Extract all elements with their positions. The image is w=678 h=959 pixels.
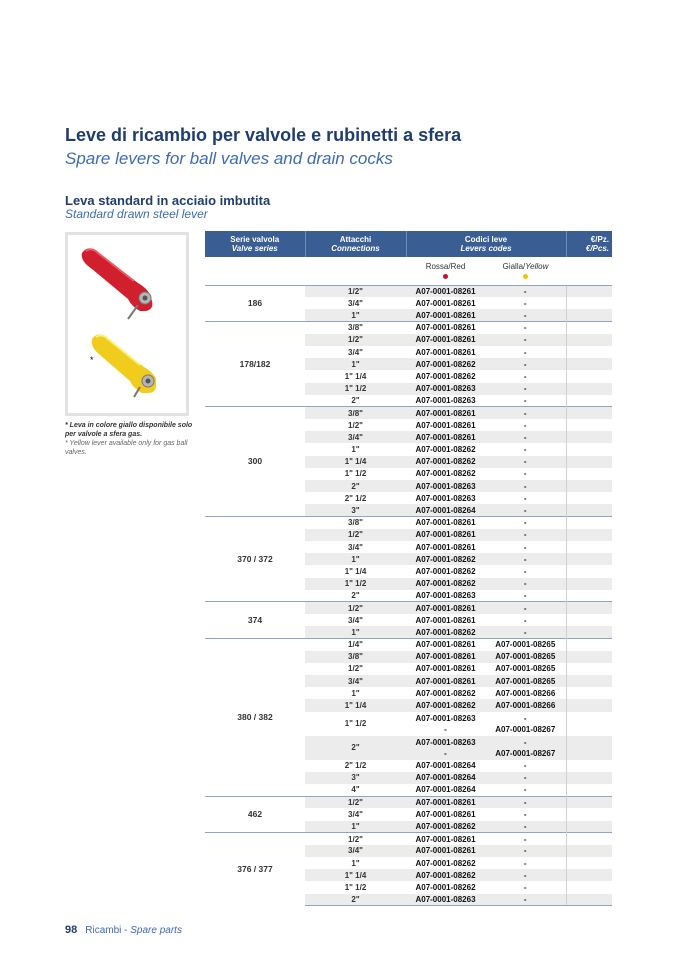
yellow-lever-code: -	[523, 347, 527, 357]
connection-size: 3/8"	[305, 517, 406, 529]
yellow-lever-code: -	[485, 529, 566, 541]
red-lever-code: A07-0001-08262	[406, 626, 485, 638]
connection-size: 1/2"	[348, 420, 363, 430]
price-cell	[566, 297, 612, 309]
red-lever-code: A07-0001-08261	[406, 322, 485, 334]
connection-size: 2"	[305, 894, 406, 906]
price-cell	[566, 736, 612, 760]
yellow-lever-code: -	[523, 591, 527, 601]
price-cell	[566, 529, 612, 541]
red-lever-code: A07-0001-08262	[415, 469, 476, 479]
price-cell	[566, 492, 612, 504]
connection-size: 3/8"	[305, 651, 406, 663]
red-lever-code: A07-0001-08261	[406, 675, 485, 687]
section-title: Leva standard in acciaio imbutita	[65, 193, 271, 208]
connection-size: 1/2"	[305, 796, 406, 808]
yellow-lever-code: -	[485, 431, 566, 443]
header-price: €/Pz. €/Pcs.	[566, 231, 612, 257]
yellow-lever-code: -	[523, 298, 527, 308]
red-lever-code: A07-0001-08261	[406, 796, 485, 808]
connection-size: 1"	[351, 858, 360, 868]
lever-photo	[65, 232, 189, 416]
red-lever-code: A07-0001-08263	[406, 480, 485, 492]
price-cell	[566, 663, 612, 675]
connection-size: 2" 1/2	[344, 493, 367, 503]
yellow-lever-code: -	[523, 445, 527, 455]
connection-size: 1" 1/4	[344, 566, 367, 576]
red-lever-code: A07-0001-08261	[406, 334, 485, 346]
yellow-lever-code: - A07-0001-08267	[495, 713, 556, 734]
connection-size: 1/2"	[305, 285, 406, 297]
yellow-lever-code: A07-0001-08265	[485, 638, 566, 650]
red-lever-code: A07-0001-08263	[415, 493, 476, 503]
yellow-lever-code: A07-0001-08265	[495, 664, 556, 674]
red-lever-code: A07-0001-08264	[406, 772, 485, 784]
price-cell	[566, 285, 612, 297]
red-lever-code: A07-0001-08262	[406, 821, 485, 833]
price-cell	[566, 309, 612, 321]
subheader-red: Rossa/Red	[406, 257, 485, 285]
red-lever-code: A07-0001-08261	[406, 517, 485, 529]
footer-english: Spare parts	[130, 925, 182, 936]
connection-size: 3/4"	[348, 298, 363, 308]
yellow-lever-code: -	[523, 420, 527, 430]
red-lever-code: A07-0001-08261	[406, 602, 485, 614]
price-cell	[566, 894, 612, 906]
price-cell	[566, 504, 612, 516]
yellow-lever-code: -	[485, 602, 566, 614]
connection-size: 1" 1/4	[305, 456, 406, 468]
note-english: * Yellow lever available only for gas ball valves.	[65, 440, 188, 456]
connection-size: 1"	[305, 358, 406, 370]
yellow-lever-code: -	[485, 358, 566, 370]
yellow-lever-code: -	[485, 480, 566, 492]
footer-separator: -	[121, 925, 131, 936]
table-row	[205, 322, 612, 334]
yellow-lever-code: A07-0001-08265	[485, 651, 566, 663]
red-lever-code: A07-0001-08261	[406, 407, 485, 419]
table-row	[205, 602, 612, 614]
table-row	[205, 285, 612, 297]
red-lever-code: A07-0001-08262	[406, 578, 485, 590]
connection-size: 1"	[305, 821, 406, 833]
yellow-lever-code: -	[485, 456, 566, 468]
red-lever-code: A07-0001-08262	[406, 358, 485, 370]
connection-size: 3/8"	[305, 322, 406, 334]
red-lever-code: A07-0001-08262	[406, 553, 485, 565]
price-cell	[566, 431, 612, 443]
connection-size: 2"	[305, 480, 406, 492]
red-lever-code: A07-0001-08261	[415, 809, 476, 819]
red-lever-code: A07-0001-08261	[415, 347, 476, 357]
red-lever-code: A07-0001-08263	[415, 396, 476, 406]
page-title: Leve di ricambio per valvole e rubinetti a sfera	[65, 125, 462, 145]
valve-series: 376 / 377	[205, 833, 305, 906]
connection-size: 1/2"	[305, 602, 406, 614]
connection-size: 3/4"	[348, 809, 363, 819]
price-cell	[566, 760, 612, 772]
connection-size: 1/2"	[305, 833, 406, 845]
yellow-lever-code: -	[485, 407, 566, 419]
yellow-dot-icon	[523, 274, 528, 279]
price-cell	[566, 456, 612, 468]
yellow-lever-code: -	[485, 322, 566, 334]
connection-size: 1"	[351, 445, 360, 455]
connection-size: 3/4"	[348, 615, 363, 625]
price-cell	[566, 578, 612, 590]
levers-image	[68, 235, 186, 413]
red-lever-code: A07-0001-08261	[406, 431, 485, 443]
price-cell	[566, 833, 612, 845]
red-lever-code: A07-0001-08262	[406, 699, 485, 711]
yellow-lever-code: -	[485, 383, 566, 395]
price-cell	[566, 358, 612, 370]
connection-size: 1" 1/2	[344, 469, 367, 479]
svg-text:*: *	[90, 355, 94, 365]
yellow-lever-code: -	[485, 504, 566, 516]
red-lever-code: A07-0001-08262	[415, 371, 476, 381]
price-cell	[566, 407, 612, 419]
price-cell	[566, 322, 612, 334]
red-lever-code: A07-0001-08263	[406, 894, 485, 906]
price-cell	[566, 675, 612, 687]
red-lever-code: A07-0001-08262	[415, 858, 476, 868]
yellow-lever-code: -	[523, 493, 527, 503]
price-cell	[566, 443, 612, 455]
yellow-lever-code: -	[523, 858, 527, 868]
table-row	[205, 638, 612, 650]
header-connections: Attacchi Connections	[305, 231, 406, 257]
price-cell	[566, 712, 612, 736]
yellow-lever-code: -	[485, 894, 566, 906]
connection-size: 1" 1/4	[305, 869, 406, 881]
red-lever-code: A07-0001-08262	[415, 566, 476, 576]
connection-size: 1/4"	[305, 638, 406, 650]
yellow-lever-code: -	[485, 833, 566, 845]
levers-table	[205, 231, 612, 906]
yellow-lever-code: -	[485, 578, 566, 590]
price-cell	[566, 796, 612, 808]
yellow-lever-code: -	[485, 845, 566, 857]
connection-size: 4"	[351, 785, 360, 795]
connection-size: 3/4"	[348, 542, 363, 552]
price-cell	[566, 346, 612, 358]
table-body	[205, 285, 612, 906]
yellow-lever-code: -	[523, 542, 527, 552]
connection-size: 3/8"	[305, 407, 406, 419]
connection-size: 3/4"	[348, 347, 363, 357]
valve-series: 374	[205, 602, 305, 639]
connection-size: 1/2"	[305, 529, 406, 541]
price-cell	[566, 784, 612, 796]
footer-italian: Ricambi	[85, 925, 122, 936]
connection-size: 1"	[351, 688, 360, 698]
note-italian: * Leva in colore giallo disponibile solo per valvole a sfera gas.	[65, 422, 193, 438]
connection-size: 2"	[351, 396, 360, 406]
page-number: 98	[65, 924, 78, 936]
yellow-lever-code: -	[485, 285, 566, 297]
price-cell	[566, 614, 612, 626]
price-cell	[566, 845, 612, 857]
yellow-lever-code: A07-0001-08266	[485, 699, 566, 711]
table-row	[205, 833, 612, 845]
valve-series: 186	[205, 285, 305, 322]
red-lever-code: A07-0001-08261	[406, 651, 485, 663]
yellow-lever-code: -	[523, 615, 527, 625]
connection-size: 1" 1/2	[305, 578, 406, 590]
valve-series: 380 / 382	[205, 638, 305, 796]
red-lever-code: A07-0001-08261	[406, 845, 485, 857]
price-cell	[566, 772, 612, 784]
price-cell	[566, 383, 612, 395]
yellow-lever-code: -	[523, 371, 527, 381]
connection-size: 1/2"	[305, 334, 406, 346]
connection-size: 1"	[305, 626, 406, 638]
connection-size: 1" 1/2	[344, 719, 367, 729]
connection-size: 1" 1/4	[305, 699, 406, 711]
red-lever-code: A07-0001-08264	[415, 761, 476, 771]
red-lever-code: A07-0001-08262	[415, 688, 476, 698]
table-header	[205, 231, 612, 257]
red-lever-code: A07-0001-08261	[415, 615, 476, 625]
red-lever-code: A07-0001-08261	[415, 298, 476, 308]
yellow-lever-code: -	[523, 761, 527, 771]
connection-size: 1"	[305, 309, 406, 321]
connection-size: 1/2"	[348, 664, 363, 674]
price-cell	[566, 602, 612, 614]
table-row	[205, 517, 612, 529]
yellow-lever-code: -	[485, 553, 566, 565]
price-cell	[566, 699, 612, 711]
header-serie: Serie valvola Valve series	[205, 231, 305, 257]
yellow-lever-code: -	[485, 772, 566, 784]
price-cell	[566, 590, 612, 602]
price-cell	[566, 334, 612, 346]
price-cell	[566, 651, 612, 663]
yellow-lever-note	[65, 421, 200, 457]
price-cell	[566, 370, 612, 382]
red-lever-code: A07-0001-08263 -	[415, 713, 476, 734]
connection-size: 2"	[305, 736, 406, 760]
price-cell	[566, 553, 612, 565]
connection-size: 3/4"	[305, 675, 406, 687]
red-lever-code: A07-0001-08262	[406, 869, 485, 881]
connection-size: 3"	[305, 504, 406, 516]
yellow-lever-code: -	[523, 396, 527, 406]
red-lever-code: A07-0001-08264	[406, 504, 485, 516]
red-lever-code: A07-0001-08261	[406, 833, 485, 845]
yellow-lever-code: -	[523, 883, 527, 893]
header-codes: Codici leve Levers codes	[406, 231, 566, 257]
red-lever-code: A07-0001-08264	[415, 785, 476, 795]
valve-series: 300	[205, 407, 305, 517]
red-lever-icon	[82, 248, 153, 319]
yellow-lever-code: -	[523, 566, 527, 576]
price-cell	[566, 881, 612, 893]
yellow-lever-code: -	[523, 809, 527, 819]
red-lever-code: A07-0001-08262	[406, 456, 485, 468]
subheader-yellow: Gialla/Yellow	[485, 257, 566, 285]
valve-series: 178/182	[205, 322, 305, 407]
yellow-lever-code: - A07-0001-08267	[485, 736, 566, 760]
price-cell	[566, 541, 612, 553]
price-cell	[566, 869, 612, 881]
yellow-lever-code: -	[485, 796, 566, 808]
yellow-lever-code: -	[485, 309, 566, 321]
price-cell	[566, 565, 612, 577]
connection-size: 3"	[305, 772, 406, 784]
price-cell	[566, 517, 612, 529]
connection-size: 1"	[305, 553, 406, 565]
page-footer	[65, 924, 182, 936]
yellow-lever-code: -	[485, 334, 566, 346]
table-row	[205, 407, 612, 419]
price-cell	[566, 808, 612, 820]
red-lever-code: A07-0001-08263 -	[406, 736, 485, 760]
red-dot-icon	[443, 274, 448, 279]
page-subtitle: Spare levers for ball valves and drain cocks	[65, 149, 393, 168]
connection-size: 1" 1/2	[305, 383, 406, 395]
yellow-lever-code: -	[485, 517, 566, 529]
red-lever-code: A07-0001-08262	[415, 883, 476, 893]
price-cell	[566, 480, 612, 492]
red-lever-code: A07-0001-08263	[415, 591, 476, 601]
yellow-lever-code: -	[523, 785, 527, 795]
table-subheader	[205, 257, 612, 285]
red-lever-code: A07-0001-08263	[406, 383, 485, 395]
price-cell	[566, 857, 612, 869]
price-cell	[566, 468, 612, 480]
yellow-lever-code: -	[485, 626, 566, 638]
price-cell	[566, 687, 612, 699]
price-cell	[566, 626, 612, 638]
connection-size: 3/4"	[305, 845, 406, 857]
connection-size: 3/4"	[305, 431, 406, 443]
connection-size: 1" 1/2	[344, 883, 367, 893]
red-lever-code: A07-0001-08261	[406, 529, 485, 541]
price-cell	[566, 821, 612, 833]
connection-size: 2"	[351, 591, 360, 601]
price-cell	[566, 395, 612, 407]
yellow-lever-code: -	[485, 821, 566, 833]
red-lever-code: A07-0001-08261	[415, 420, 476, 430]
red-lever-code: A07-0001-08261	[406, 638, 485, 650]
red-lever-code: A07-0001-08261	[415, 664, 476, 674]
table-row	[205, 796, 612, 808]
price-cell	[566, 638, 612, 650]
red-lever-code: A07-0001-08261	[415, 542, 476, 552]
yellow-lever-icon	[90, 334, 156, 397]
yellow-lever-code: -	[485, 869, 566, 881]
yellow-lever-code: -	[523, 469, 527, 479]
price-cell	[566, 419, 612, 431]
red-lever-code: A07-0001-08261	[406, 285, 485, 297]
section-subtitle: Standard drawn steel lever	[65, 207, 208, 221]
yellow-lever-code: A07-0001-08265	[485, 675, 566, 687]
red-lever-code: A07-0001-08261	[406, 309, 485, 321]
connection-size: 1" 1/4	[344, 371, 367, 381]
connection-size: 2" 1/2	[344, 761, 367, 771]
valve-series: 370 / 372	[205, 517, 305, 602]
yellow-lever-code: A07-0001-08266	[495, 688, 556, 698]
red-lever-code: A07-0001-08262	[415, 445, 476, 455]
valve-series: 462	[205, 796, 305, 833]
